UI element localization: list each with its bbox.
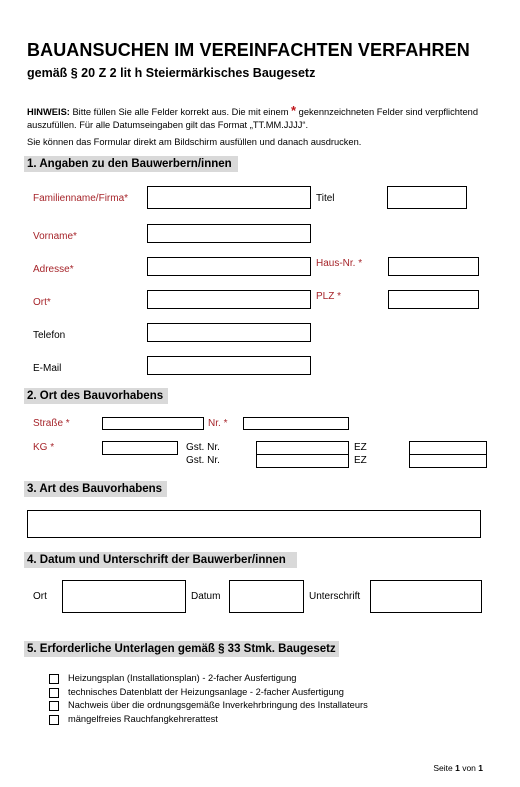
vorname-text: Vorname [33,231,74,242]
gst-nr-label-2: Gst. Nr. [186,455,220,466]
hint-label: HINWEIS: [27,107,70,117]
checkbox-rauchfangkehrerattest[interactable] [49,715,59,725]
checkbox-heizungsplan[interactable] [49,674,59,684]
titel-label: Titel [316,193,335,204]
nr-label [208,418,227,429]
datum-input[interactable] [229,580,304,613]
adresse-input[interactable] [147,257,311,276]
plz-label [316,291,341,302]
ez-input-2[interactable] [409,454,487,468]
section-3-heading: 3. Art des Bauvorhabens [24,481,167,497]
section-5-heading: 5. Erforderliche Unterlagen gemäß § 33 Stmk. Baugesetz [24,641,339,657]
hint-line-2: Sie können das Formular direkt am Bildschirm ausfüllen und danach ausdrucken. [27,137,362,147]
checkbox-datenblatt[interactable] [49,688,59,698]
required-star-icon: * [124,193,129,204]
art-des-bauvorhabens-input[interactable] [27,510,481,538]
required-star-icon: * [69,264,74,275]
checkbox-nachweis[interactable] [49,701,59,711]
total-pages: 1 [478,763,483,773]
page-number [433,763,483,773]
required-star-icon: * [50,442,55,453]
required-star-icon: * [291,103,297,118]
page-title: BAUANSUCHEN IM VEREINFACHTEN VERFAHREN [27,40,470,60]
nr-input[interactable] [243,417,349,430]
datum-ort-label: Ort [33,591,47,602]
hint-text-a: Bitte füllen Sie alle Felder korrekt aus. Die mit einem [69,107,292,117]
kg-text: KG [33,442,48,453]
required-star-icon: * [65,418,70,429]
checkbox-label: technisches Datenblatt der Heizungsanlage - 2-facher Ausfertigung [68,687,344,697]
checkbox-label: Heizungsplan (Installationsplan) - 2-facher Ausfertigung [68,673,297,683]
nr-text: Nr. [208,418,221,429]
ez-label-1: EZ [354,442,367,453]
ort-text: Ort [33,297,47,308]
familienname-text: Familienname/Firma [33,193,125,204]
strasse-label [33,418,70,429]
section-2-heading: 2. Ort des Bauvorhabens [24,388,168,404]
gst-nr-input-2[interactable] [256,454,349,468]
hint-text [27,104,497,132]
ort-input[interactable] [147,290,311,309]
adresse-text: Adresse [33,264,70,275]
unterschrift-label: Unterschrift [309,591,361,602]
hint-text-b: gekennzeichneten Felder sind verpflichtend auszufüllen. Für alle Datumseingaben gilt das Format „TT.MM.JJJJ“. [27,107,479,130]
adresse-label [33,264,74,275]
telefon-input[interactable] [147,323,311,342]
familienname-label [33,193,128,204]
datum-label: Datum [191,591,221,602]
kg-label [33,442,54,453]
page-middle: von [459,763,479,773]
datum-ort-input[interactable] [62,580,186,613]
page-subtitle: gemäß § 20 Z 2 lit h Steiermärkisches Baugesetz [27,66,316,80]
ort-label [33,297,51,308]
ez-label-2: EZ [354,455,367,466]
checkbox-label: mängelfreies Rauchfangkehrerattest [68,714,218,724]
section-4-heading: 4. Datum und Unterschrift der Bauwerber/innen [24,552,297,568]
unterschrift-input[interactable] [370,580,482,613]
titel-input[interactable] [387,186,467,209]
required-star-icon: * [223,418,228,429]
checkbox-label: Nachweis über die ordnungsgemäße Inverkehrbringung des Installateurs [68,700,368,710]
plz-input[interactable] [388,290,479,309]
kg-input[interactable] [102,441,178,455]
required-star-icon: * [73,231,77,242]
hausnr-label [316,258,362,269]
required-star-icon: * [337,291,342,302]
strasse-text: Straße [33,418,64,429]
vorname-input[interactable] [147,224,311,243]
email-label: E-Mail [33,363,62,374]
current-page: 1 [455,763,460,773]
required-star-icon: * [46,297,51,308]
strasse-input[interactable] [102,417,204,430]
page-prefix: Seite [433,763,456,773]
gst-nr-input-1[interactable] [256,441,349,455]
plz-text: PLZ [316,291,335,302]
gst-nr-label-1: Gst. Nr. [186,442,220,453]
email-input[interactable] [147,356,311,375]
section-1-heading: 1. Angaben zu den Bauwerbern/innen [24,156,238,172]
vorname-label [33,231,77,242]
hausnr-text: Haus-Nr. [316,258,356,269]
required-star-icon: * [358,258,363,269]
hausnr-input[interactable] [388,257,479,276]
ez-input-1[interactable] [409,441,487,455]
telefon-label: Telefon [33,330,66,341]
familienname-input[interactable] [147,186,311,209]
